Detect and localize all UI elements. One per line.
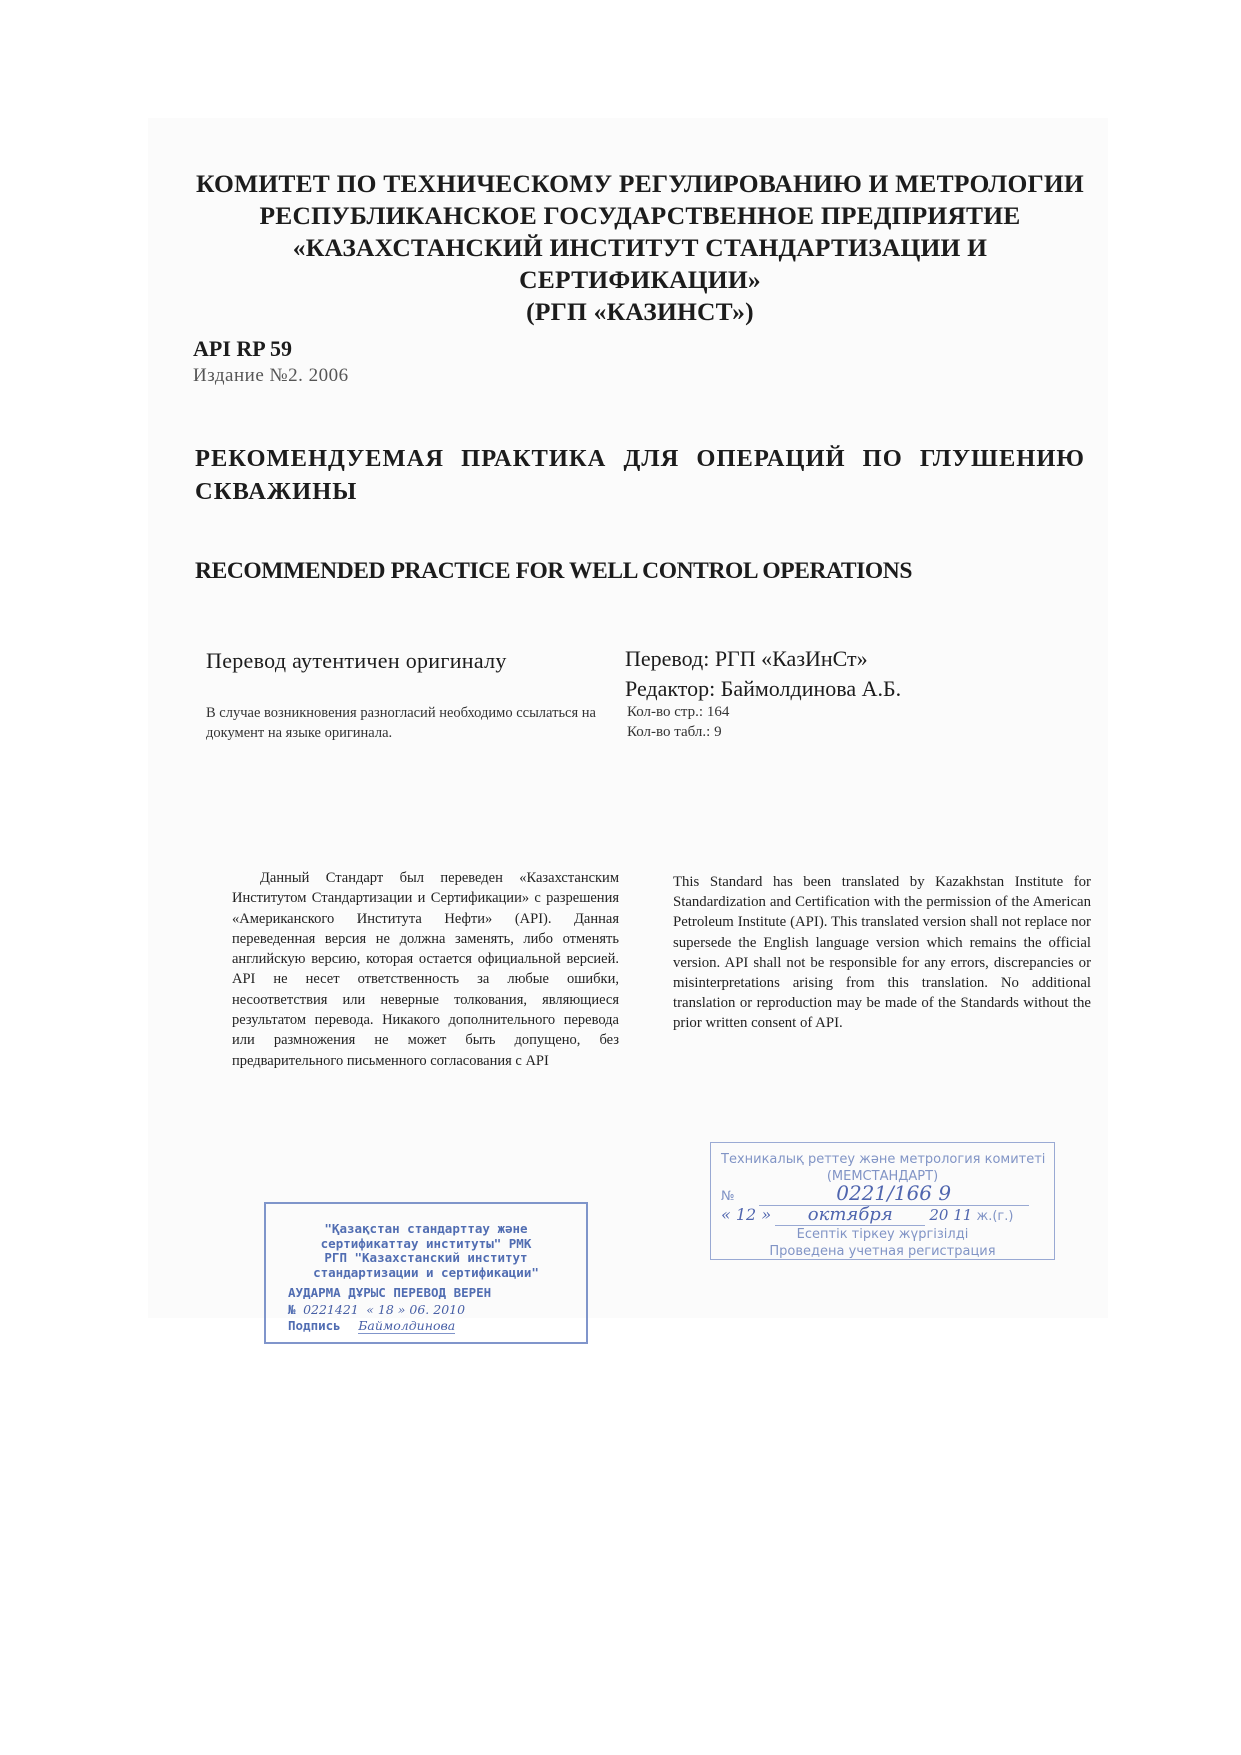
verified-stamp-line-4: стандартизации и сертификации" bbox=[313, 1264, 539, 1280]
header-line-3: «КАЗАХСТАНСКИЙ ИНСТИТУТ СТАНДАРТИЗАЦИИ И bbox=[292, 233, 988, 262]
verified-stamp-line-1: "Қазақстан стандарттау және bbox=[324, 1221, 528, 1236]
translation-disclaimer: В случае возникновения разногласий необходимо ссылаться на документ на языке оригинала. bbox=[206, 705, 596, 741]
translation-authentic-note: Перевод аутентичен оригиналу bbox=[206, 648, 507, 673]
verified-number-label: № bbox=[288, 1301, 296, 1317]
verified-signature-label: Подпись bbox=[288, 1318, 341, 1333]
document-edition: Издание №2. 2006 bbox=[193, 365, 349, 386]
verified-signature-value: Баймолдинова bbox=[358, 1318, 456, 1333]
registration-stamp-line-5: Проведена учетная регистрация bbox=[769, 1244, 996, 1259]
registration-date-row bbox=[721, 1206, 1044, 1226]
table-count: Кол-во табл.: 9 bbox=[627, 724, 722, 740]
verified-stamp-line-2: сертификаттау институты" РМК bbox=[320, 1235, 532, 1251]
registration-stamp-line-4: Есептік тіркеу жүргізілді bbox=[796, 1227, 969, 1242]
header-line-4: СЕРТИФИКАЦИИ» bbox=[519, 265, 761, 294]
verified-signature-row bbox=[266, 1319, 586, 1334]
registration-number-row bbox=[721, 1181, 1044, 1206]
verified-stamp-line-5: АУДАРМА ДҰРЫС ПЕРЕВОД ВЕРЕН bbox=[288, 1285, 492, 1300]
organization-header bbox=[180, 168, 1100, 328]
document-code: API RP 59 bbox=[193, 336, 292, 361]
header-line-1: КОМИТЕТ ПО ТЕХНИЧЕСКОМУ РЕГУЛИРОВАНИЮ И МЕТРОЛОГИИ bbox=[196, 169, 1084, 198]
registration-number-label: № bbox=[721, 1189, 735, 1204]
registration-date-year: 20 11 bbox=[929, 1206, 973, 1224]
registration-date-day: « 12 » bbox=[721, 1205, 772, 1224]
header-line-5: (РГП «КАЗИНСТ») bbox=[526, 297, 754, 326]
verified-stamp-line-3: РГП "Казахстанский институт bbox=[324, 1250, 528, 1265]
verified-date-value: « 18 » 06. 2010 bbox=[366, 1301, 466, 1317]
verified-number-row bbox=[266, 1303, 586, 1318]
editor-line: Редактор: Баймолдинова А.Б. bbox=[625, 676, 902, 701]
registration-stamp-line-2: (МЕМСТАНДАРТ) bbox=[826, 1169, 939, 1184]
translator-line: Перевод: РГП «КазИнСт» bbox=[625, 646, 868, 671]
registration-number-value: 0221/166 9 bbox=[836, 1181, 952, 1205]
title-english: RECOMMENDED PRACTICE FOR WELL CONTROL OPERATIONS bbox=[195, 558, 912, 584]
translation-verified-stamp bbox=[264, 1202, 588, 1344]
registration-date-month: октября bbox=[807, 1204, 893, 1225]
page-count: Кол-во стр.: 164 bbox=[627, 704, 730, 720]
title-russian: РЕКОМЕНДУЕМАЯ ПРАКТИКА ДЛЯ ОПЕРАЦИЙ ПО ГЛУШЕНИЮ СКВАЖИНЫ bbox=[195, 445, 1085, 505]
notice-russian-text: Данный Стандарт был переведен «Казахстанским Институтом Стандартизации и Сертификации» с разрешения «Американского Института Нефти» (API). Данная переведенная версия не должна заменять, либо отменять английскую версию, которая остается официальной версией. API не несет ответственность за любые ошибки, несоответствия или неверные толкования, являющиеся результатом перевода. Никакого дополнительного перевода или размножения не может быть допущено, без предварительного письменного согласования с API bbox=[232, 870, 619, 1069]
header-line-2: РЕСПУБЛИКАНСКОЕ ГОСУДАРСТВЕННОЕ ПРЕДПРИЯТИЕ bbox=[259, 201, 1021, 230]
notice-english-text: This Standard has been translated by Kazakhstan Institute for Standardization and Certification with the permission of the American Petroleum Institute (API). This translated version shall not replace nor supersede the English language version which remains the official version. API shall not be responsible for any errors, discrepancies or misinterpretations arising from this translation. No additional translation or reproduction may be made of the Standards without the prior written consent of API. bbox=[673, 874, 1091, 1032]
registration-stamp bbox=[710, 1142, 1055, 1260]
registration-stamp-line-1: Техникалық реттеу және метрология комитеті bbox=[721, 1152, 1046, 1167]
notice-russian bbox=[232, 868, 619, 1071]
translation-info bbox=[625, 644, 901, 704]
notice-english bbox=[673, 872, 1091, 1034]
registration-date-suffix: ж.(г.) bbox=[976, 1209, 1014, 1224]
document-counts bbox=[627, 702, 729, 742]
verified-number-value: 0221421 bbox=[303, 1301, 359, 1317]
